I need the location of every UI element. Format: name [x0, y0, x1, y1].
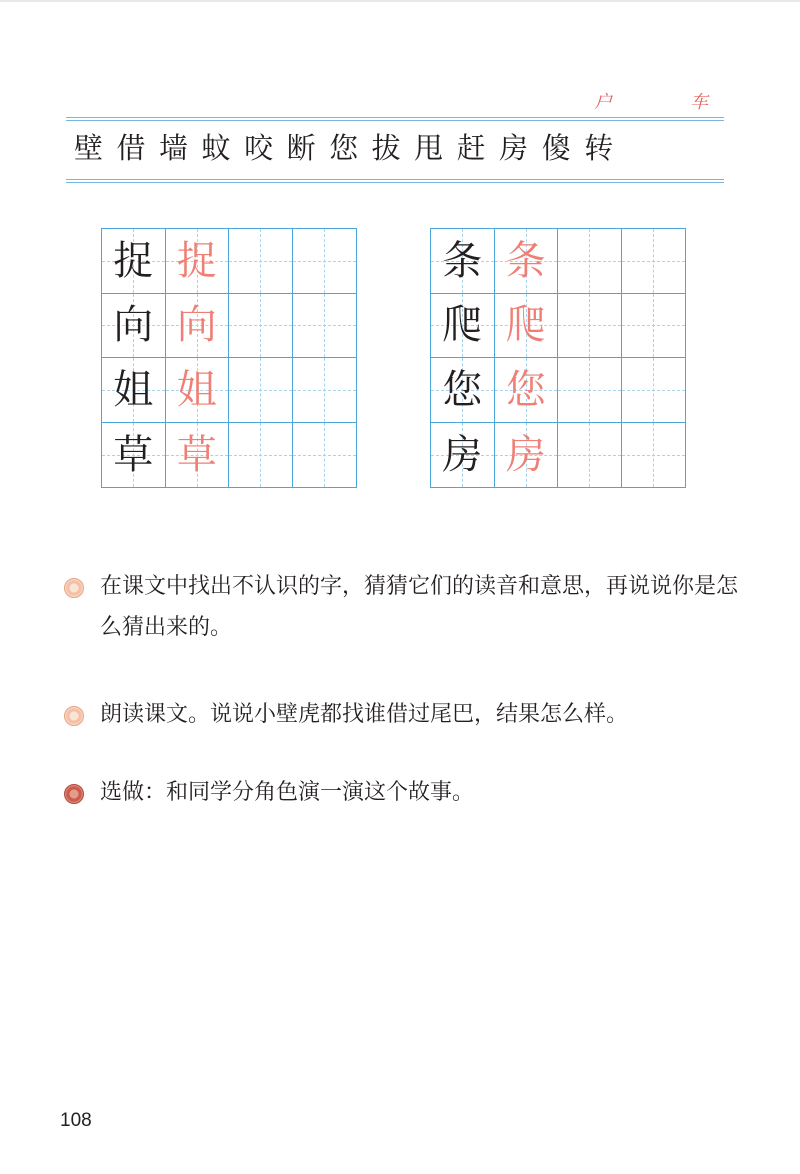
word-char: 您 [329, 131, 359, 165]
model-char: 爬 [442, 302, 483, 349]
trace-char: 草 [176, 431, 217, 478]
model-char: 条 [442, 237, 483, 284]
blank-practice-cell [229, 358, 293, 423]
trace-char-cell [495, 358, 559, 423]
blank-practice-cell [622, 229, 686, 294]
blank-practice-cell [558, 358, 622, 423]
model-char: 姐 [113, 366, 154, 413]
word-recognition-band [66, 117, 724, 183]
word-char: 咬 [244, 131, 274, 165]
model-char: 捉 [113, 237, 154, 284]
task-item [64, 772, 744, 813]
model-char-cell [431, 358, 495, 423]
model-char-cell [431, 229, 495, 294]
model-char-cell [431, 294, 495, 359]
word-char: 赶 [456, 131, 486, 165]
model-char-cell [102, 294, 166, 359]
blank-practice-cell [293, 358, 357, 423]
trace-char: 您 [505, 366, 546, 413]
task-text: 选做：和同学分角色演一演这个故事。 [100, 780, 475, 805]
trace-char: 条 [505, 237, 546, 284]
bullet-dark-icon [64, 784, 84, 804]
word-char: 断 [286, 131, 316, 165]
band-line [66, 117, 724, 118]
model-char-cell [102, 358, 166, 423]
blank-practice-cell [558, 423, 622, 488]
trace-char-cell [495, 229, 559, 294]
trace-char-cell [166, 423, 230, 488]
trace-char: 爬 [505, 302, 546, 349]
trace-char: 捉 [176, 237, 217, 284]
model-char: 草 [113, 431, 154, 478]
blank-practice-cell [293, 229, 357, 294]
hint-char: 车 [690, 92, 708, 113]
blank-practice-cell [622, 294, 686, 359]
word-char: 蚊 [201, 131, 231, 165]
writing-grid-left [101, 228, 357, 488]
word-char: 借 [116, 131, 146, 165]
task-item [64, 566, 744, 648]
trace-char-cell [495, 294, 559, 359]
blank-practice-cell [229, 229, 293, 294]
model-char-cell [431, 423, 495, 488]
hint-char: 户 [594, 92, 612, 113]
page-number: 108 [60, 1110, 92, 1131]
bullet-light-icon [64, 706, 84, 726]
model-char: 房 [442, 431, 483, 478]
trace-char-cell [166, 358, 230, 423]
blank-practice-cell [558, 294, 622, 359]
word-char: 傻 [541, 131, 571, 165]
model-char-cell [102, 423, 166, 488]
word-char: 墙 [159, 131, 189, 165]
task-text: 朗读课文。说说小壁虎都找谁借过尾巴，结果怎么样。 [100, 702, 629, 727]
writing-grid-right [430, 228, 686, 488]
band-line [66, 120, 724, 121]
trace-char: 房 [505, 431, 546, 478]
band-line [66, 179, 724, 180]
trace-char: 向 [176, 302, 217, 349]
word-char: 甩 [414, 131, 444, 165]
model-char: 您 [442, 366, 483, 413]
task-item [64, 694, 744, 735]
trace-char-cell [166, 229, 230, 294]
trace-char: 姐 [176, 366, 217, 413]
word-char: 拔 [371, 131, 401, 165]
blank-practice-cell [622, 423, 686, 488]
word-char: 壁 [74, 131, 104, 165]
blank-practice-cell [293, 423, 357, 488]
stroke-hint-row [590, 88, 730, 114]
blank-practice-cell [622, 358, 686, 423]
blank-practice-cell [229, 294, 293, 359]
page-top-edge [0, 0, 800, 2]
blank-practice-cell [229, 423, 293, 488]
trace-char-cell [166, 294, 230, 359]
task-text: 在课文中找出不认识的字，猜猜它们的读音和意思，再说说你是怎么猜出来的。 [100, 574, 739, 640]
model-char: 向 [113, 302, 154, 349]
band-line [66, 182, 724, 183]
blank-practice-cell [558, 229, 622, 294]
word-char: 转 [584, 131, 614, 165]
bullet-light-icon [64, 578, 84, 598]
word-char: 房 [499, 131, 529, 165]
word-char-row [74, 131, 724, 165]
blank-practice-cell [293, 294, 357, 359]
model-char-cell [102, 229, 166, 294]
trace-char-cell [495, 423, 559, 488]
